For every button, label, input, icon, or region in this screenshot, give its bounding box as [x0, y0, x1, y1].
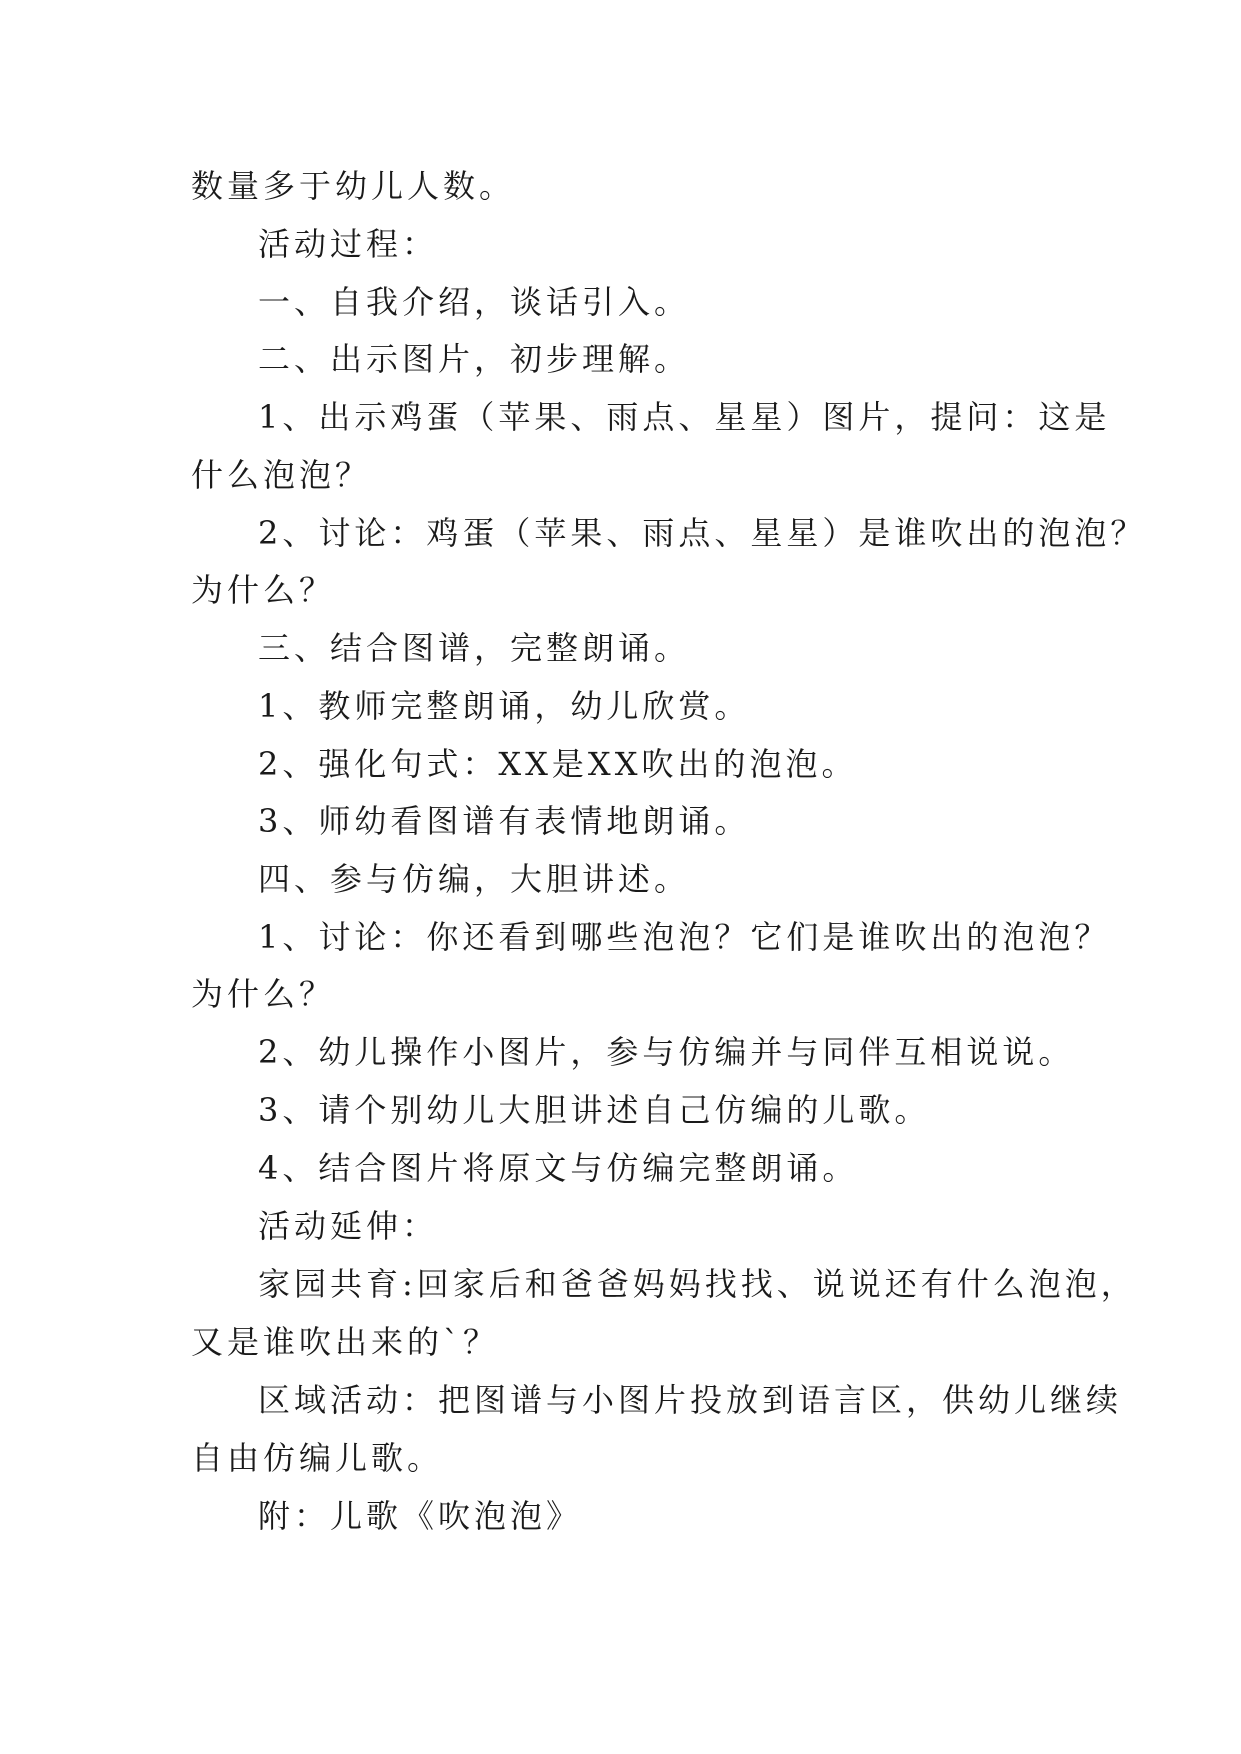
section-heading: 活动过程： [258, 225, 439, 263]
paragraph-line: 3、请个别幼儿大胆讲述自己仿编的儿歌。 [258, 1091, 931, 1129]
paragraph-line: 又是谁吹出来的`？ [191, 1323, 500, 1361]
paragraph-line: 2、强化句式：XX是XX吹出的泡泡。 [258, 745, 858, 783]
paragraph-line: 3、师幼看图谱有表情地朗诵。 [258, 802, 751, 840]
paragraph-line: 四、参与仿编，大胆讲述。 [258, 860, 691, 898]
paragraph-line: 1、讨论：你还看到哪些泡泡？它们是谁吹出的泡泡？ [258, 918, 1111, 956]
paragraph-line: 1、教师完整朗诵，幼儿欣赏。 [258, 687, 751, 725]
paragraph-line: 2、幼儿操作小图片，参与仿编并与同伴互相说说。 [258, 1033, 1075, 1071]
paragraph-line: 2、讨论：鸡蛋（苹果、雨点、星星）是谁吹出的泡泡？ [258, 514, 1147, 552]
paragraph-line: 自由仿编儿歌。 [191, 1439, 444, 1477]
paragraph-line: 4、结合图片将原文与仿编完整朗诵。 [258, 1149, 859, 1187]
paragraph-line: 1、出示鸡蛋（苹果、雨点、星星）图片，提问：这是 [258, 398, 1111, 436]
paragraph-line: 一、自我介绍，谈话引入。 [258, 283, 691, 321]
section-heading: 活动延伸： [258, 1207, 439, 1245]
paragraph-line: 为什么？ [191, 571, 336, 609]
paragraph-line: 什么泡泡？ [191, 456, 372, 494]
paragraph-line: 数量多于幼儿人数。 [191, 167, 516, 205]
paragraph-line: 三、结合图谱，完整朗诵。 [258, 629, 691, 667]
appendix-title: 附：儿歌《吹泡泡》 [258, 1497, 583, 1535]
paragraph-line: 二、出示图片，初步理解。 [258, 340, 691, 378]
paragraph-line: 区域活动：把图谱与小图片投放到语言区，供幼儿继续 [258, 1381, 1123, 1419]
paragraph-line: 家园共育:回家后和爸爸妈妈找找、说说还有什么泡泡， [258, 1265, 1137, 1303]
paragraph-line: 为什么？ [191, 975, 336, 1013]
